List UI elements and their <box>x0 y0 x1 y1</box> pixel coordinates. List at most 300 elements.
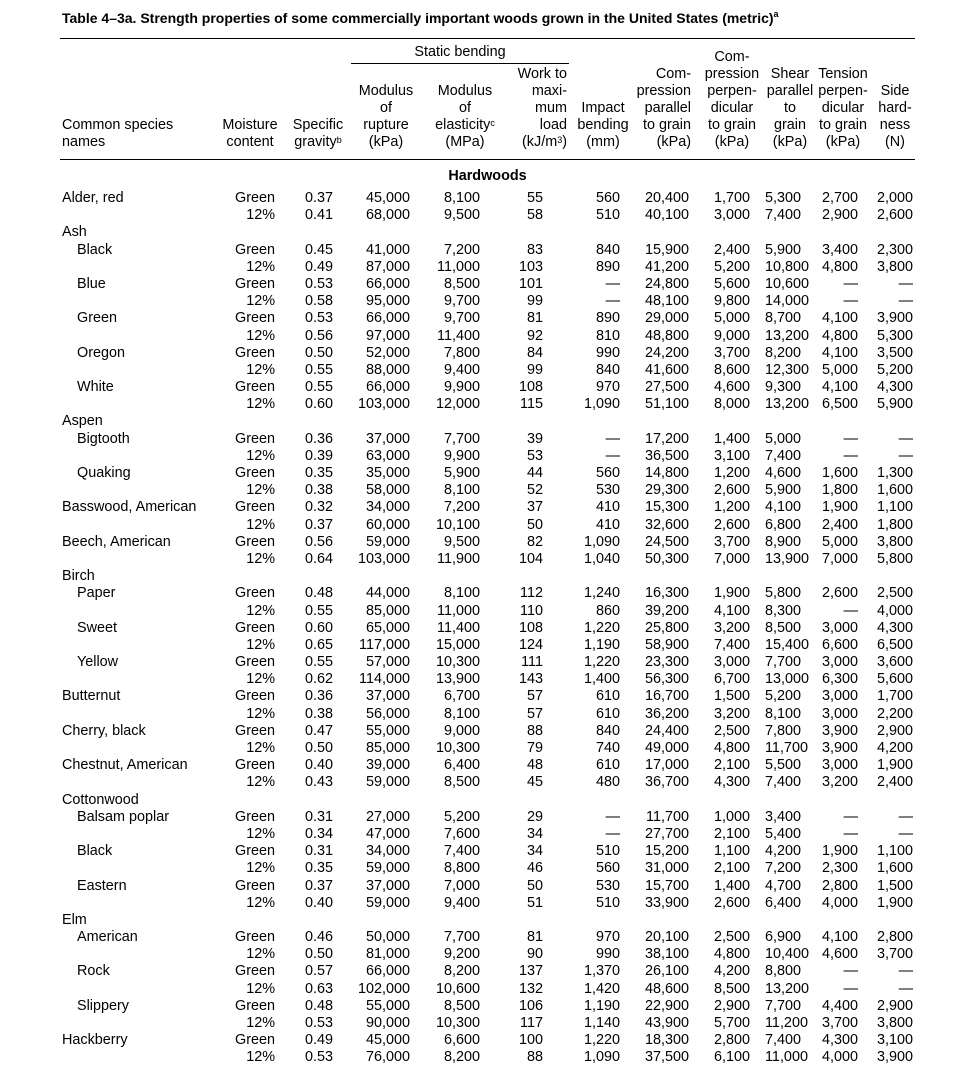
shear-parallel-cell: 5,200 <box>765 688 802 705</box>
modulus-of-elasticity-cell: 10,600 <box>435 980 480 997</box>
work-to-max-load-cell: 108 <box>518 619 543 636</box>
modulus-of-elasticity-cell: 9,200 <box>443 946 480 963</box>
work-to-max-load-cell: 51 <box>526 894 543 911</box>
work-to-max-load-cell: 132 <box>518 980 543 997</box>
shear-parallel-cell: 8,800 <box>765 963 802 980</box>
species-name-cell: Paper <box>77 585 116 602</box>
modulus-of-rupture-cell: 95,000 <box>365 293 410 310</box>
work-to-max-load-cell: 90 <box>526 946 543 963</box>
modulus-of-elasticity-cell: 7,000 <box>443 877 480 894</box>
compression-perpendicular-cell: 3,100 <box>713 447 750 464</box>
moe-header-line: (MPa) <box>445 134 485 150</box>
shear-parallel-cell: 11,000 <box>765 1049 808 1066</box>
moisture-cell: 12% <box>246 1049 275 1066</box>
compression-perpendicular-cell: 5,000 <box>713 310 750 327</box>
tension-perpendicular-cell: 1,600 <box>821 465 858 481</box>
moisture-cell: Green <box>235 241 275 258</box>
moisture-header-line: content <box>226 134 274 150</box>
shear-parallel-header <box>760 66 820 151</box>
side-hardness-cell: 4,200 <box>876 740 913 756</box>
impact-bending-cell: 1,040 <box>583 550 620 567</box>
species-name-cell: Rock <box>77 963 110 980</box>
mor-header-line: (kPa) <box>368 134 404 150</box>
moisture-cell: 12% <box>246 671 275 688</box>
cpar-header-line: to grain <box>643 117 691 133</box>
shear-parallel-cell: 6,900 <box>765 929 802 946</box>
specific-gravity-cell: 0.41 <box>304 207 333 224</box>
modulus-of-rupture-cell: 39,000 <box>365 757 410 774</box>
table-row <box>0 448 975 465</box>
modulus-of-rupture-cell: 66,000 <box>365 379 410 396</box>
tension-header-line: to grain <box>819 117 867 133</box>
compression-perpendicular-cell: 1,200 <box>713 499 750 516</box>
species-name-cell: Eastern <box>77 877 127 894</box>
moisture-cell: Green <box>235 808 275 825</box>
compression-perpendicular-header <box>696 49 768 151</box>
compression-perpendicular-cell: 3,200 <box>713 705 750 722</box>
side-hardness-cell: 5,800 <box>876 550 913 567</box>
moisture-cell: 12% <box>246 396 275 413</box>
specific-gravity-cell: 0.31 <box>304 808 333 825</box>
modulus-of-rupture-cell: 103,000 <box>357 396 410 413</box>
modulus-of-elasticity-cell: 9,000 <box>443 722 480 739</box>
tension-header-line: Tension <box>818 66 868 82</box>
tension-perpendicular-cell: 3,000 <box>821 688 858 705</box>
compression-perpendicular-cell: 2,100 <box>713 757 750 774</box>
compression-parallel-cell: 41,200 <box>644 258 689 275</box>
modulus-of-rupture-cell: 34,000 <box>365 843 410 860</box>
cpar-header-line: parallel <box>644 100 691 116</box>
table-row <box>0 465 975 482</box>
specific-gravity-cell: 0.53 <box>304 310 333 327</box>
impact-bending-cell: — <box>605 275 620 292</box>
compression-parallel-cell: 29,300 <box>644 482 689 499</box>
tension-perpendicular-cell: 4,800 <box>821 258 858 275</box>
compression-perpendicular-cell: 5,200 <box>713 258 750 275</box>
modulus-of-elasticity-cell: 8,500 <box>443 275 480 292</box>
static-bending-rule <box>351 63 569 64</box>
moisture-cell: Green <box>235 465 275 481</box>
moisture-cell: Green <box>235 843 275 860</box>
specific-gravity-cell: 0.34 <box>304 825 333 842</box>
compression-perpendicular-cell: 2,900 <box>713 997 750 1014</box>
impact-bending-cell: 510 <box>595 843 620 860</box>
modulus-of-elasticity-cell: 9,500 <box>443 207 480 224</box>
impact-bending-cell: — <box>605 808 620 825</box>
work-to-max-load-cell: 117 <box>520 1015 543 1031</box>
specific-gravity-cell: 0.53 <box>304 275 333 292</box>
modulus-of-rupture-cell: 59,000 <box>365 894 410 911</box>
shear-parallel-cell: 7,700 <box>765 654 802 671</box>
tension-perpendicular-cell: 1,900 <box>821 843 858 860</box>
side-hardness-cell: 3,600 <box>876 654 913 671</box>
side-hardness-cell: 4,300 <box>876 379 913 396</box>
moisture-cell: Green <box>235 499 275 516</box>
work-to-max-load-cell: 143 <box>518 671 543 688</box>
compression-parallel-cell: 40,100 <box>644 207 689 224</box>
tension-perpendicular-cell: 3,900 <box>821 722 858 739</box>
work-header-line: Work to <box>517 66 567 82</box>
shear-header-line: (kPa) <box>772 134 808 150</box>
compression-perpendicular-cell: 3,700 <box>713 344 750 361</box>
table-row <box>0 981 975 998</box>
modulus-of-elasticity-cell: 11,900 <box>437 550 480 567</box>
modulus-of-rupture-cell: 66,000 <box>365 275 410 292</box>
species-name-cell: Blue <box>77 275 106 292</box>
compression-perpendicular-cell: 5,600 <box>713 275 750 292</box>
compression-parallel-cell: 41,600 <box>644 361 689 378</box>
impact-bending-cell: 970 <box>595 379 620 396</box>
table-row <box>0 431 975 448</box>
modulus-of-rupture-cell: 37,000 <box>365 430 410 447</box>
specific-gravity-cell: 0.31 <box>304 843 333 860</box>
moisture-cell: Green <box>235 310 275 327</box>
compression-parallel-cell: 37,500 <box>644 1049 689 1066</box>
work-to-max-load-cell: 103 <box>518 258 543 275</box>
tension-perpendicular-cell: 4,400 <box>821 997 858 1014</box>
compression-perpendicular-cell: 4,300 <box>713 774 750 791</box>
tension-perpendicular-cell: — <box>843 808 858 825</box>
specific-gravity-cell: 0.36 <box>304 430 333 447</box>
work-to-max-load-cell: 99 <box>526 361 543 378</box>
side-hardness-cell: 1,600 <box>876 860 913 877</box>
tension-header-line: dicular <box>821 100 865 116</box>
modulus-of-rupture-cell: 47,000 <box>365 825 410 842</box>
species-header-line: Common species <box>62 117 174 133</box>
table-row <box>0 946 975 963</box>
side-hardness-cell: 1,300 <box>876 465 913 481</box>
work-header-line <box>490 134 567 151</box>
side-hardness-cell: 1,500 <box>876 877 913 894</box>
shear-header-line: Shear <box>770 66 810 82</box>
side-hardness-cell: 1,800 <box>876 516 913 533</box>
table-row <box>0 895 975 912</box>
modulus-of-elasticity-cell: 7,400 <box>443 843 480 860</box>
work-to-max-load-cell: 29 <box>526 808 543 825</box>
table-row <box>0 551 975 568</box>
compression-parallel-cell: 27,500 <box>644 379 689 396</box>
impact-bending-cell: 860 <box>595 602 620 619</box>
impact-bending-cell: 1,190 <box>583 636 620 653</box>
table-row <box>0 620 975 637</box>
moisture-cell: Green <box>235 1032 275 1049</box>
shear-parallel-cell: 13,200 <box>765 396 810 413</box>
modulus-of-elasticity-cell: 9,900 <box>443 379 480 396</box>
shear-parallel-cell: 8,500 <box>765 619 802 636</box>
modulus-of-rupture-cell: 55,000 <box>365 997 410 1014</box>
moisture-cell: 12% <box>246 740 275 756</box>
modulus-of-rupture-cell: 66,000 <box>365 310 410 327</box>
shear-parallel-cell: 8,900 <box>765 533 802 550</box>
tension-perpendicular-cell: 3,900 <box>821 740 858 756</box>
table-row <box>0 637 975 654</box>
specific-gravity-cell: 0.55 <box>304 602 333 619</box>
modulus-of-elasticity-cell: 15,000 <box>435 636 480 653</box>
top-rule <box>60 38 915 39</box>
shear-parallel-cell: 13,200 <box>765 980 810 997</box>
impact-bending-cell: 1,400 <box>583 671 620 688</box>
compression-perpendicular-cell: 2,500 <box>713 722 750 739</box>
moisture-cell: Green <box>235 722 275 739</box>
table-row <box>0 809 975 826</box>
tension-perpendicular-cell: — <box>843 430 858 447</box>
species-name-cell: Butternut <box>62 688 121 705</box>
cpar-header-line: (kPa) <box>656 134 691 150</box>
tension-perpendicular-cell: 3,200 <box>821 774 858 791</box>
sg-header-line: Specific <box>292 117 344 133</box>
species-header <box>62 117 173 151</box>
work-to-max-load-cell: 34 <box>526 825 543 842</box>
table-row <box>0 654 975 671</box>
modulus-of-rupture-cell: 68,000 <box>365 207 410 224</box>
moisture-cell: 12% <box>246 825 275 842</box>
compression-perpendicular-cell: 3,000 <box>713 654 750 671</box>
side-hardness-cell: 2,900 <box>876 997 913 1014</box>
shear-parallel-cell: 6,400 <box>765 894 802 911</box>
impact-bending-cell: 1,090 <box>583 396 620 413</box>
work-to-max-load-cell: 50 <box>526 516 543 533</box>
impact-bending-cell: 1,220 <box>583 654 620 671</box>
modulus-of-rupture-cell: 41,000 <box>365 241 410 258</box>
tension-perpendicular-cell: 2,600 <box>821 585 858 602</box>
work-to-max-load-cell: 44 <box>526 465 543 481</box>
tension-perpendicular-cell: 2,400 <box>821 516 858 533</box>
compression-parallel-cell: 14,800 <box>644 465 689 481</box>
table-row <box>0 878 975 895</box>
compression-perpendicular-cell: 2,800 <box>713 1032 750 1049</box>
table-row <box>0 757 975 774</box>
modulus-of-elasticity-cell: 8,100 <box>443 482 480 499</box>
side-hardness-cell: 5,200 <box>876 361 913 378</box>
modulus-of-elasticity-cell: 5,200 <box>443 808 480 825</box>
specific-gravity-cell: 0.55 <box>304 379 333 396</box>
species-name-cell: Black <box>77 843 113 860</box>
compression-perpendicular-cell: 2,500 <box>713 929 750 946</box>
moisture-cell: 12% <box>246 516 275 533</box>
species-name-cell: Black <box>77 241 113 258</box>
side-hardness-cell: 3,800 <box>876 258 913 275</box>
compression-perpendicular-cell: 1,200 <box>713 465 750 481</box>
hardness-header-line: ness <box>879 117 911 133</box>
table-row <box>0 826 975 843</box>
side-hardness-cell: 5,600 <box>876 671 913 688</box>
tension-perpendicular-cell: 3,000 <box>821 619 858 636</box>
mor-header-line: Modulus <box>358 83 414 99</box>
table-row <box>0 499 975 516</box>
compression-parallel-cell: 17,000 <box>644 757 689 774</box>
specific-gravity-cell: 0.45 <box>304 241 333 258</box>
shear-parallel-cell: 5,900 <box>765 482 802 499</box>
modulus-of-elasticity-cell: 11,000 <box>437 602 480 619</box>
work-to-max-load-cell: 48 <box>526 757 543 774</box>
modulus-of-elasticity-cell: 6,600 <box>443 1032 480 1049</box>
compression-perpendicular-cell: 2,400 <box>713 241 750 258</box>
species-name-cell: Quaking <box>77 465 131 481</box>
work-to-max-load-cell: 99 <box>526 293 543 310</box>
work-to-max-load-cell: 106 <box>518 997 543 1014</box>
tension-perpendicular-cell: 3,400 <box>821 241 858 258</box>
table-row <box>0 706 975 723</box>
side-hardness-cell: 2,000 <box>876 190 913 206</box>
impact-bending-cell: 1,240 <box>583 585 620 602</box>
impact-bending-cell: 510 <box>595 207 620 224</box>
modulus-of-rupture-cell: 114,000 <box>359 671 410 688</box>
specific-gravity-cell: 0.63 <box>304 980 333 997</box>
compression-perpendicular-cell: 6,100 <box>713 1049 750 1066</box>
modulus-of-rupture-cell: 37,000 <box>365 688 410 705</box>
modulus-of-rupture-cell: 76,000 <box>365 1049 410 1066</box>
modulus-of-elasticity-cell: 7,800 <box>443 344 480 361</box>
work-to-max-load-cell: 81 <box>526 310 543 327</box>
moisture-header-line: Moisture <box>222 117 278 133</box>
moisture-cell: Green <box>235 619 275 636</box>
shear-parallel-cell: 7,400 <box>765 207 802 224</box>
cperp-header-line: dicular <box>710 100 754 116</box>
table-row <box>0 190 975 207</box>
work-to-max-load-cell: 50 <box>526 877 543 894</box>
side-hardness-cell: — <box>898 825 913 842</box>
table-row <box>0 379 975 396</box>
compression-parallel-cell: 36,500 <box>644 447 689 464</box>
compression-parallel-cell: 16,700 <box>644 688 689 705</box>
side-hardness-cell: 3,900 <box>876 310 913 327</box>
compression-perpendicular-cell: 6,700 <box>713 671 750 688</box>
compression-parallel-cell: 25,800 <box>644 619 689 636</box>
modulus-of-rupture-cell: 45,000 <box>365 190 410 206</box>
moisture-cell: 12% <box>246 636 275 653</box>
moisture-cell: 12% <box>246 894 275 911</box>
table-body <box>0 190 975 1067</box>
mor-header-line: of <box>379 100 392 116</box>
table-row <box>0 792 975 809</box>
side-hardness-cell: — <box>898 447 913 464</box>
species-name-cell: Ash <box>62 224 87 241</box>
tension-perpendicular-cell: 5,000 <box>821 533 858 550</box>
moisture-cell: Green <box>235 963 275 980</box>
work-to-max-load-cell: 104 <box>518 550 543 567</box>
side-hardness-cell: 2,800 <box>876 929 913 946</box>
moe-footnote-marker: c <box>490 118 495 128</box>
tension-perpendicular-cell: 3,000 <box>821 654 858 671</box>
work-to-max-load-cell: 100 <box>518 1032 543 1049</box>
modulus-of-elasticity-cell: 7,600 <box>443 825 480 842</box>
compression-parallel-cell: 48,800 <box>644 327 689 344</box>
work-to-max-load-cell: 112 <box>520 585 543 602</box>
modulus-of-rupture-cell: 37,000 <box>365 877 410 894</box>
specific-gravity-cell: 0.60 <box>304 396 333 413</box>
table-row <box>0 224 975 241</box>
modulus-of-rupture-cell: 97,000 <box>365 327 410 344</box>
work-to-max-load-cell: 84 <box>526 344 543 361</box>
side-hardness-cell: 4,300 <box>876 619 913 636</box>
compression-parallel-cell: 18,300 <box>644 1032 689 1049</box>
modulus-of-elasticity-cell: 10,100 <box>435 516 480 533</box>
cpar-header-line: pression <box>636 83 691 99</box>
modulus-of-elasticity-cell: 10,300 <box>435 654 480 671</box>
modulus-of-elasticity-cell: 6,700 <box>443 688 480 705</box>
compression-perpendicular-cell: 1,500 <box>713 688 750 705</box>
side-hardness-cell: 1,900 <box>876 894 913 911</box>
side-hardness-cell: 5,900 <box>876 396 913 413</box>
work-to-max-load-cell: 37 <box>526 499 543 516</box>
compression-perpendicular-cell: 4,800 <box>713 946 750 963</box>
moisture-cell: 12% <box>246 327 275 344</box>
shear-header-line: grain <box>774 117 806 133</box>
modulus-of-rupture-cell: 57,000 <box>365 654 410 671</box>
work-to-max-load-cell: 57 <box>526 688 543 705</box>
specific-gravity-header <box>286 117 350 151</box>
table-row <box>0 1032 975 1049</box>
table-row <box>0 310 975 327</box>
table-row <box>0 603 975 620</box>
table-row <box>0 774 975 791</box>
compression-parallel-cell: 39,200 <box>644 602 689 619</box>
modulus-of-rupture-cell: 55,000 <box>365 722 410 739</box>
shear-parallel-cell: 7,800 <box>765 722 802 739</box>
impact-bending-cell: 840 <box>595 241 620 258</box>
compression-perpendicular-cell: 2,100 <box>713 860 750 877</box>
table-row <box>0 517 975 534</box>
compression-parallel-cell: 15,200 <box>644 843 689 860</box>
table-row <box>0 568 975 585</box>
side-hardness-cell: 4,000 <box>876 602 913 619</box>
modulus-of-elasticity-cell: 7,700 <box>443 430 480 447</box>
compression-perpendicular-cell: 1,000 <box>713 808 750 825</box>
title-footnote-marker: a <box>773 9 779 19</box>
table-row <box>0 963 975 980</box>
impact-bending-cell: 990 <box>595 946 620 963</box>
species-name-cell: Chestnut, American <box>62 757 188 774</box>
tension-perpendicular-cell: — <box>843 825 858 842</box>
modulus-of-elasticity-cell: 11,400 <box>437 327 480 344</box>
modulus-of-rupture-cell: 65,000 <box>365 619 410 636</box>
impact-header-line: Impact <box>581 100 625 116</box>
work-unit-exponent: 3 <box>557 135 563 145</box>
shear-parallel-cell: 4,200 <box>765 843 802 860</box>
specific-gravity-cell: 0.65 <box>304 636 333 653</box>
moisture-cell: Green <box>235 997 275 1014</box>
tension-perpendicular-cell: 4,800 <box>821 327 858 344</box>
side-hardness-cell: 3,900 <box>876 1049 913 1066</box>
specific-gravity-cell: 0.56 <box>304 533 333 550</box>
table-title <box>62 10 962 26</box>
modulus-of-rupture-header <box>353 83 419 151</box>
work-to-max-load-cell: 82 <box>526 533 543 550</box>
compression-parallel-cell: 50,300 <box>644 550 689 567</box>
modulus-of-elasticity-cell: 8,500 <box>443 997 480 1014</box>
compression-perpendicular-cell: 1,100 <box>713 843 750 860</box>
modulus-of-rupture-cell: 90,000 <box>365 1015 410 1031</box>
impact-bending-cell: 840 <box>595 361 620 378</box>
work-header-line: maxi- <box>531 83 567 99</box>
side-hardness-cell: 2,500 <box>876 585 913 602</box>
modulus-of-rupture-cell: 85,000 <box>365 602 410 619</box>
compression-parallel-cell: 31,000 <box>644 860 689 877</box>
compression-parallel-cell: 24,500 <box>644 533 689 550</box>
species-name-cell: Green <box>77 310 117 327</box>
compression-parallel-cell: 20,400 <box>644 190 689 206</box>
compression-perpendicular-cell: 4,600 <box>713 379 750 396</box>
specific-gravity-cell: 0.38 <box>304 705 333 722</box>
impact-bending-cell: 970 <box>595 929 620 946</box>
modulus-of-rupture-cell: 27,000 <box>365 808 410 825</box>
compression-parallel-cell: 33,900 <box>644 894 689 911</box>
side-hardness-cell: 5,300 <box>876 327 913 344</box>
tension-perpendicular-cell: 1,800 <box>821 482 858 499</box>
shear-parallel-cell: 5,300 <box>765 190 802 206</box>
shear-parallel-cell: 7,700 <box>765 997 802 1014</box>
moisture-cell: 12% <box>246 447 275 464</box>
